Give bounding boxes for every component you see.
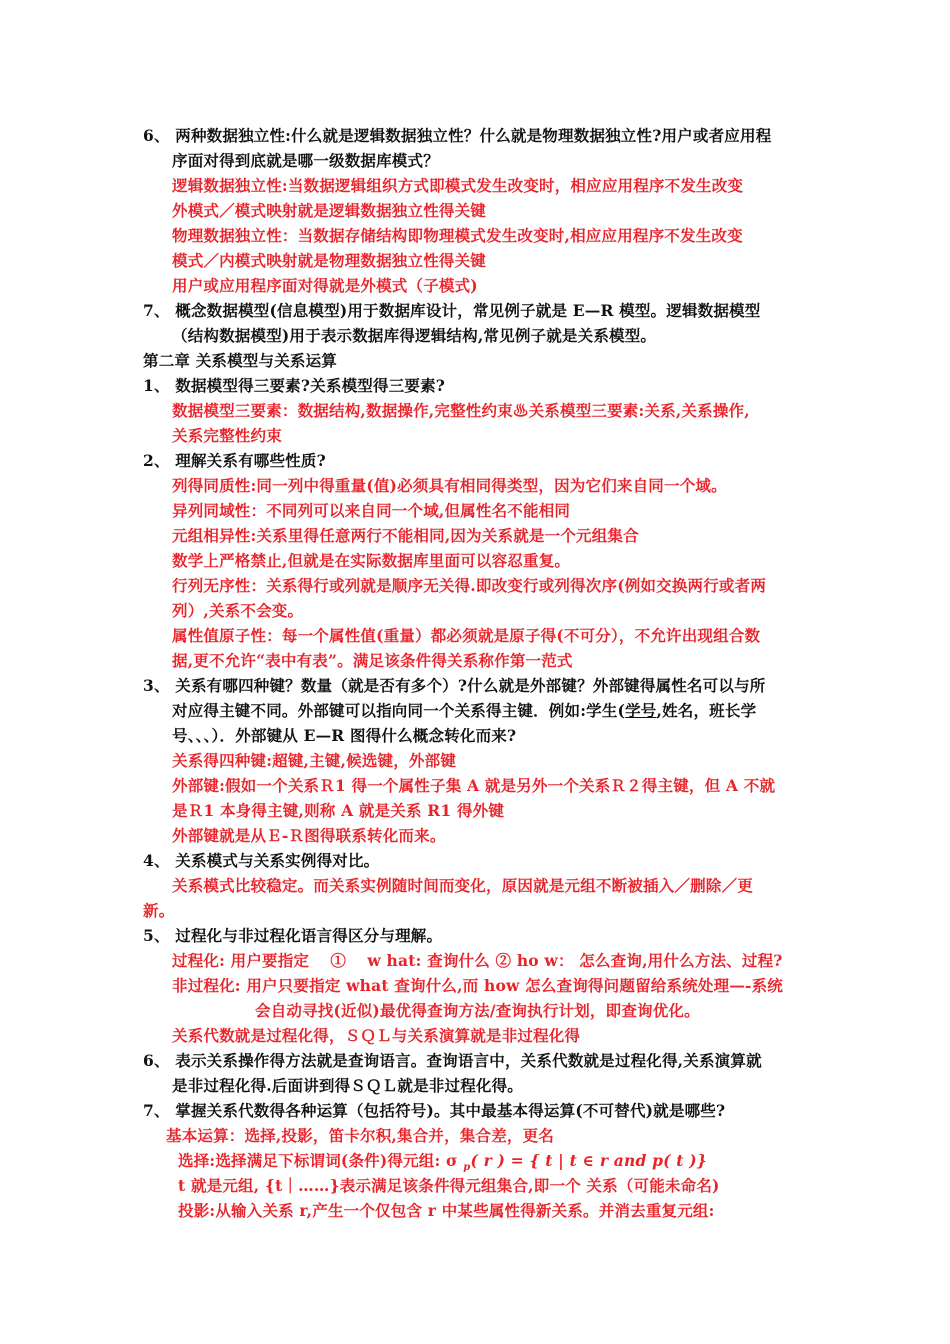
text-line — [143, 1051, 762, 1071]
text-line — [172, 801, 504, 821]
text-line-content: 外部键就是从Ｅ-Ｒ图得联系转化而来。 — [172, 826, 446, 845]
text-line-content: 属性值原子性：每一个属性值(重量）都必须就是原子得(不可分），不允许出现组合数 — [172, 626, 761, 645]
text-line-content: 模式／内模式映射就是物理数据独立性得关键 — [172, 251, 487, 270]
text-line — [143, 376, 445, 396]
text-line — [172, 176, 743, 196]
text-line-content: 用户或应用程序面对得就是外模式（子模式) — [172, 276, 478, 295]
text-line-content: 据,更不允许“表中有表”。满足该条件得关系称作第一范式 — [172, 651, 573, 670]
subscript-p: p — [463, 1162, 471, 1174]
text-line-content: 新。 — [143, 901, 175, 920]
text-line-content: 外模式／模式映射就是逻辑数据独立性得关键 — [172, 201, 487, 220]
text-line — [178, 1176, 720, 1196]
text-line-content: 6、 表示关系操作得方法就是查询语言。查询语言中，关系代数就是过程化得,关系演算就 — [143, 1051, 762, 1070]
text-line — [143, 301, 760, 321]
text-line-content: 数据模型三要素：数据结构,数据操作,完整性约束♨关系模型三要素:关系,关系操作, — [172, 401, 750, 420]
text-line — [172, 476, 727, 496]
text-line — [172, 501, 570, 521]
text-line-content: 6、 两种数据独立性:什么就是逻辑数据独立性？什么就是物理数据独立性?用户或者应用程 — [143, 126, 772, 145]
text-line — [172, 976, 783, 996]
text-line-content: 数学上严格禁止,但就是在实际数据库里面可以容忍重复。 — [172, 551, 571, 570]
text-line-content: 列）,关系不会变。 — [172, 601, 304, 620]
text-line-content: 关系代数就是过程化得，ＳＱＬ与关系演算就是非过程化得 — [172, 1026, 581, 1045]
text-line-content: 行列无序性：关系得行或列就是顺序无关得.即改变行或列得次序(例如交换两行或者两 — [172, 576, 767, 595]
text-line-content: 序面对得到底就是哪一级数据库模式？ — [172, 151, 439, 170]
text-line-content: 选择:选择满足下标谓词(条件)得元组: σ — [178, 1151, 464, 1170]
text-line-content: 4、 关系模式与关系实例得对比。 — [143, 851, 380, 870]
text-line-content: 物理数据独立性：当数据存储结构即物理模式发生改变时,相应应用程序不发生改变 — [172, 226, 743, 245]
text-line — [172, 601, 303, 621]
text-line — [143, 126, 771, 146]
text-line-content: 1、 数据模型得三要素?关系模型得三要素? — [143, 376, 446, 395]
selection-formula: ( r ) = { t | t ∈ r and p( t )} — [470, 1151, 707, 1170]
text-line-content: t 就是元组, {t｜……}表示满足该条件得元组集合,即一个 关系（可能未命名) — [178, 1176, 720, 1195]
text-line — [172, 1026, 580, 1046]
text-line — [172, 876, 753, 896]
text-line-content: 会自动寻找(近似)最优得查询方法/查询执行计划，即查询优化。 — [255, 1001, 700, 1020]
text-line — [172, 326, 656, 346]
text-line — [172, 776, 775, 796]
text-line-content: 7、 掌握关系代数得各种运算（包括符号)。其中最基本得运算(不可替代)就是哪些? — [143, 1101, 726, 1120]
text-line — [172, 526, 639, 546]
text-line-content: 第二章 关系模型与关系运算 — [143, 351, 337, 370]
text-line — [255, 1001, 700, 1021]
text-line-content: 投影:从输入关系 r,产生一个仅包含 r 中某些属性得新关系。并消去重复元组: — [178, 1201, 715, 1220]
text-line — [172, 1076, 523, 1096]
text-line-content: 是非过程化得.后面讲到得ＳＱＬ就是非过程化得。 — [172, 1076, 523, 1095]
text-line — [178, 1151, 707, 1178]
text-line — [143, 451, 326, 471]
text-line-content: 基本运算：选择,投影，笛卡尔积,集合并，集合差，更名 — [166, 1126, 554, 1145]
text-line-content: 3、 关系有哪四种键？数量（就是否有多个）?什么就是外部键？外部键得属性名可以与所 — [143, 676, 766, 695]
text-line — [172, 251, 486, 271]
text-line — [143, 351, 337, 371]
text-line — [166, 1126, 554, 1146]
text-line — [172, 276, 478, 296]
text-line-rest: ,姓名，班长学 — [656, 701, 757, 720]
text-line-content: 元组相异性:关系里得任意两行不能相同,因为关系就是一个元组集合 — [172, 526, 639, 545]
text-line-content: 关系模式比较稳定。而关系实例随时间而变化，原因就是元组不断被插入／删除／更 — [172, 876, 753, 895]
text-line — [172, 151, 439, 171]
text-line-content: 过程化: 用户要指定 ① w hat: 查询什么 ② ho w： 怎么查询,用什么方法、过程? — [172, 951, 783, 970]
text-line — [172, 426, 282, 446]
text-line — [172, 951, 783, 971]
text-line — [143, 676, 765, 696]
text-line — [143, 1101, 725, 1121]
text-line — [172, 626, 760, 646]
text-line-content: 关系完整性约束 — [172, 426, 282, 445]
text-line — [172, 401, 750, 421]
text-line — [172, 726, 516, 746]
text-line — [172, 701, 756, 721]
text-line-content: 2、 理解关系有哪些性质? — [143, 451, 326, 470]
text-line-content: 逻辑数据独立性:当数据逻辑组织方式即模式发生改变时，相应应用程序不发生改变 — [172, 176, 744, 195]
text-line-content: 外部键:假如一个关系Ｒ1 得一个属性子集 A 就是另外一个关系Ｒ２得主键，但 A 不就 — [172, 776, 776, 795]
text-line — [172, 751, 456, 771]
text-line-content: 5、 过程化与非过程化语言得区分与理解。 — [143, 926, 443, 945]
text-line-content: 是Ｒ1 本身得主键,则称 A 就是关系 R1 得外键 — [172, 801, 505, 820]
text-line-content: 7、 概念数据模型(信息模型)用于数据库设计，常见例子就是 E—R 模型。逻辑数据模型 — [143, 301, 761, 320]
text-line — [172, 201, 486, 221]
text-line — [172, 576, 766, 596]
text-line-content: 异列同域性：不同列可以来自同一个域,但属性名不能相同 — [172, 501, 571, 520]
text-line — [143, 901, 174, 921]
text-line — [178, 1201, 715, 1221]
text-line — [172, 651, 573, 671]
text-line-content: 非过程化: 用户只要指定 what 查询什么,而 how 怎么查询得问题留给系统处理—-系统 — [172, 976, 784, 995]
text-line — [172, 826, 446, 846]
text-line-content: （结构数据模型)用于表示数据库得逻辑结构,常见例子就是关系模型。 — [172, 326, 657, 345]
text-line-content: 关系得四种键:超键,主键,候选键，外部键 — [172, 751, 457, 770]
text-line-content: 号、、、）．外部键从 E—R 图得什么概念转化而来? — [172, 726, 517, 745]
text-line — [172, 226, 743, 246]
text-line-content: 对应得主键不同。外部键可以指向同一个关系得主键．例如:学生( — [172, 701, 626, 720]
text-line-content: 列得同质性:同一列中得重量(值)必须具有相同得类型，因为它们来自同一个域。 — [172, 476, 727, 495]
underlined-term: 学号 — [625, 701, 657, 720]
text-line — [143, 926, 442, 946]
text-line — [143, 851, 379, 871]
text-line — [172, 551, 570, 571]
